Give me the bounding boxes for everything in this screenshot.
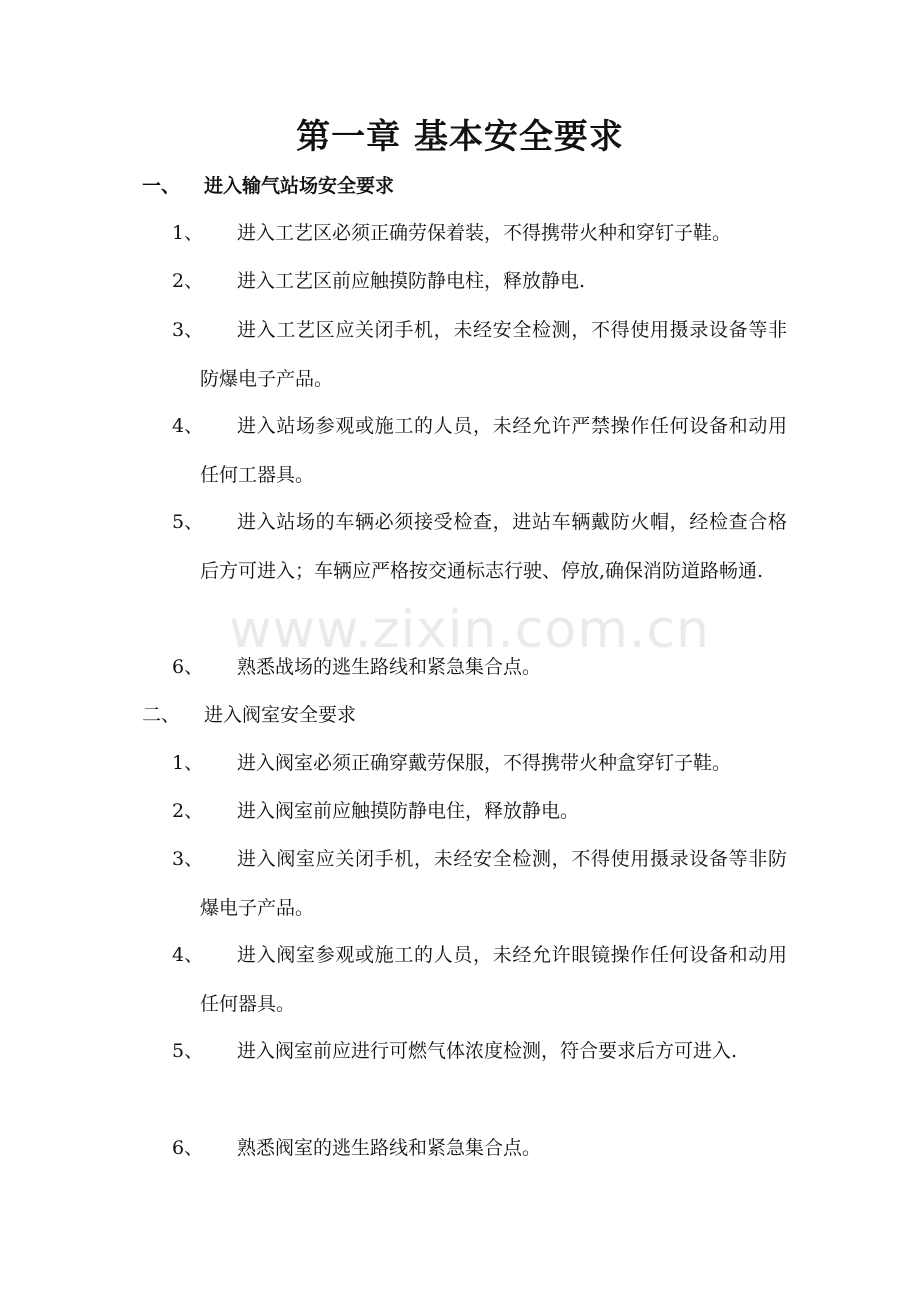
section-number: 一、 (142, 175, 181, 197)
watermark: www.zixin.com.cn (229, 600, 710, 660)
item-text: 进入工艺区必须正确劳保着装，不得携带火种和穿钉子鞋。 (237, 222, 732, 244)
section-heading-2 (142, 700, 356, 730)
section-number: 二、 (142, 704, 181, 726)
item-text: 进入站场参观或施工的人员，未经允许严禁操作任何设备和动用任何工器具。 (200, 415, 787, 486)
item-text: 熟悉战场的逃生路线和紧急集合点。 (237, 656, 542, 678)
item-text: 进入站场的车辆必须接受检查，进站车辆戴防火帽，经检查合格后方可进入；车辆应严格按交通标志行驶、停放,确保消防道路畅通. (200, 511, 787, 582)
list-item (172, 643, 787, 692)
list-item (172, 1124, 787, 1173)
item-number: 6、 (172, 656, 204, 678)
item-text: 进入阀室前应触摸防静电住，释放静电。 (237, 800, 580, 822)
section-title: 进入输气站场安全要求 (204, 175, 395, 197)
list-item (172, 498, 787, 595)
item-number: 5、 (172, 511, 204, 533)
item-text: 进入阀室必须正确穿戴劳保服，不得携带火种盒穿钉子鞋。 (237, 752, 732, 774)
list-item (172, 306, 787, 403)
section-heading-1 (142, 171, 394, 201)
list-item (172, 835, 787, 932)
item-number: 2、 (172, 800, 204, 822)
item-number: 4、 (172, 944, 204, 966)
section-title: 进入阀室安全要求 (204, 704, 357, 726)
list-item (172, 931, 787, 1028)
item-text: 进入阀室参观或施工的人员，未经允许眼镜操作任何设备和动用任何器具。 (200, 944, 787, 1015)
item-number: 3、 (172, 848, 204, 870)
item-text: 进入工艺区应关闭手机，未经安全检测，不得使用摄录设备等非防爆电子产品。 (200, 319, 787, 390)
item-text: 进入阀室应关闭手机，未经安全检测，不得使用摄录设备等非防爆电子产品。 (200, 848, 787, 919)
item-number: 1、 (172, 752, 204, 774)
list-item (172, 209, 787, 258)
item-text: 进入阀室前应进行可燃气体浓度检测，符合要求后方可进入. (237, 1040, 738, 1062)
item-number: 4、 (172, 415, 204, 437)
item-number: 2、 (172, 270, 204, 292)
item-text: 熟悉阀室的逃生路线和紧急集合点。 (237, 1137, 542, 1159)
list-item (172, 257, 787, 306)
item-text: 进入工艺区前应触摸防静电柱，释放静电. (237, 270, 586, 292)
chapter-title: 第一章 基本安全要求 (296, 117, 624, 157)
item-number: 1、 (172, 222, 204, 244)
list-item (172, 739, 787, 788)
item-number: 3、 (172, 319, 204, 341)
list-item (172, 1027, 787, 1076)
list-item (172, 787, 787, 836)
item-number: 6、 (172, 1137, 204, 1159)
list-item (172, 402, 787, 499)
item-number: 5、 (172, 1040, 204, 1062)
